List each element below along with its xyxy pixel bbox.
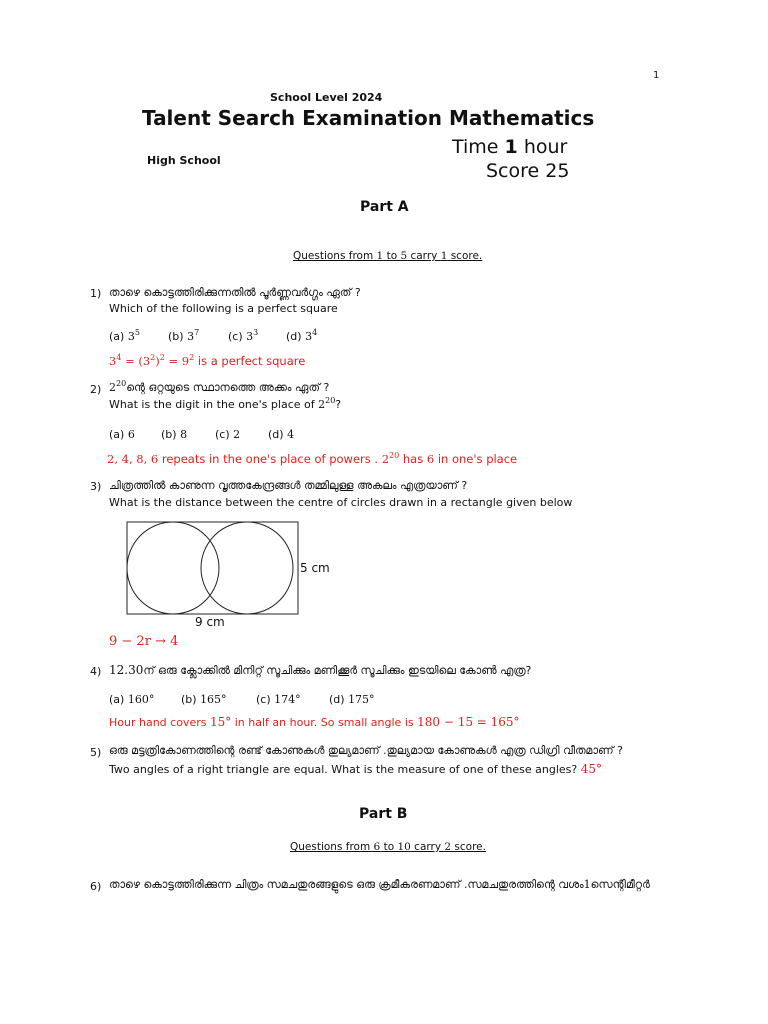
question-number: 3) bbox=[90, 480, 102, 493]
question-number: 5) bbox=[90, 746, 102, 759]
question-text-en: Which of the following is a perfect square bbox=[109, 302, 338, 315]
score-label: Score 25 bbox=[486, 160, 570, 182]
rectangle-circles-figure bbox=[126, 521, 306, 617]
question-text-en: Two angles of a right triangle are equal. What is the measure of one of these angles? 45° bbox=[109, 762, 603, 776]
question-text-ml: $2^{20}ന്റെ$ ഒറ്റയുടെ സ്ഥാനത്തെ അക്കം ഏത് ? bbox=[109, 379, 330, 394]
question-text-ml: ഒരു മട്ടത്രികോണത്തിന്റെ രണ്ട് കോണുകൾ തുല്യമാണ് .തുല്യമായ കോണുകൾ എത്ര ഡിഗ്രി വീതമാണ് ? bbox=[109, 744, 623, 757]
answer-2: 2, 4, 8, 6 repeats in the one's place of powers . $2^{20}$ has 6 in one's place bbox=[107, 451, 518, 466]
part-a-note: Questions from 1 to 5 carry 1 score. bbox=[293, 250, 483, 262]
part-b-note: Questions from 6 to 10 carry 2 score. bbox=[290, 841, 486, 853]
question-text-ml: ചിത്രത്തിൽ കാണുന്ന വൃത്തകേന്ദ്രങ്ങൾ തമ്മിലുള്ള അകലം എത്രയാണ് ? bbox=[109, 479, 468, 492]
option-d: (d) 175° bbox=[329, 693, 375, 706]
option-c: (c) $3^3$ bbox=[228, 328, 259, 343]
question-text-en: What is the distance between the centre of circles drawn in a rectangle given below bbox=[109, 496, 573, 509]
rectangle-shape bbox=[127, 522, 298, 614]
option-d: (d) $3^4$ bbox=[286, 328, 318, 343]
question-number: 2) bbox=[90, 383, 102, 396]
answer-1: $3^4 = (3^2)^2 = 9^2$ is a perfect square bbox=[109, 353, 306, 368]
right-circle bbox=[201, 522, 293, 614]
option-b: (b) $3^7$ bbox=[168, 328, 200, 343]
answer-4: Hour hand covers 15° in half an hour. So small angle is 180 − 15 = 165° bbox=[109, 715, 520, 729]
answer-3: 9 − 2r → 4 bbox=[109, 634, 179, 649]
part-b-heading: Part B bbox=[359, 806, 408, 822]
left-circle bbox=[127, 522, 219, 614]
option-b: (b) 8 bbox=[161, 428, 188, 441]
question-text-ml: താഴെ കൊട്ടത്തിരിക്കുന്നതിൽ പൂർണ്ണവർഗ്ഗം ഏത് ? bbox=[109, 286, 361, 299]
page-number: 1 bbox=[653, 70, 660, 81]
option-c: (c) 2 bbox=[215, 428, 241, 441]
option-a: (a) 6 bbox=[109, 428, 135, 441]
question-text-en: What is the digit in the one's place of $2^{20}$? bbox=[109, 396, 342, 411]
answer-5: 45° bbox=[580, 762, 603, 776]
exam-title: Talent Search Examination Mathematics bbox=[142, 106, 595, 130]
option-a: (a) $3^5$ bbox=[109, 328, 140, 343]
part-a-heading: Part A bbox=[360, 199, 409, 215]
category-label: High School bbox=[147, 154, 221, 167]
question-text-ml: 12.30ന് ഒരു ക്ലോക്കിൽ മിനിറ്റ് സൂചിക്കും മണിക്കൂർ സൂചിക്കും ഇടയിലെ കോൺ എത്ര? bbox=[109, 663, 532, 677]
question-text-ml: താഴെ കൊട്ടത്തിരിക്കുന്ന ചിത്രം സമചതുരങ്ങളുടെ ഒരു ക്രമീകരണമാണ് .സമചതുരത്തിന്റെ വശം1സെന്റിമീറ്റർ bbox=[109, 878, 650, 891]
option-a: (a) 160° bbox=[109, 693, 155, 706]
question-number: 1) bbox=[90, 287, 102, 300]
option-d: (d) 4 bbox=[268, 428, 295, 441]
width-label: 9 cm bbox=[195, 615, 225, 629]
school-level: School Level 2024 bbox=[270, 91, 383, 104]
question-number: 4) bbox=[90, 665, 102, 678]
option-b: (b) 165° bbox=[181, 693, 227, 706]
height-label: 5 cm bbox=[300, 561, 330, 575]
question-number: 6) bbox=[90, 880, 102, 893]
time-label: Time 1 hour bbox=[452, 136, 568, 158]
option-c: (c) 174° bbox=[256, 693, 301, 706]
